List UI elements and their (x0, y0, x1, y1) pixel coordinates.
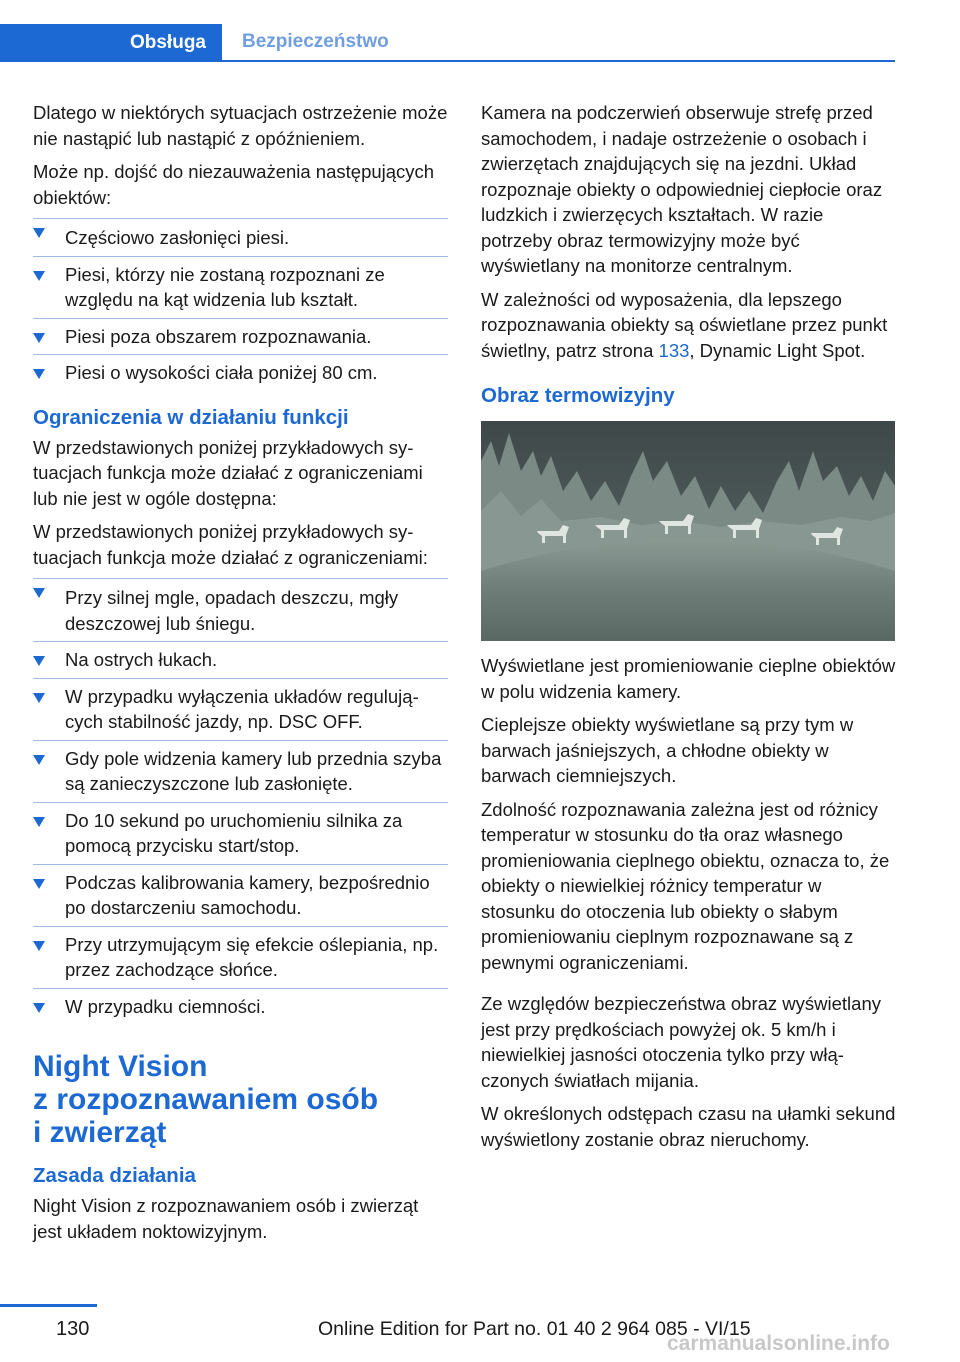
list-item: Częściowo zasłonięci piesi. (33, 218, 448, 256)
page-link[interactable]: 133 (658, 339, 690, 361)
triangle-bullet-icon (33, 817, 45, 827)
page-number: 130 (56, 1318, 90, 1340)
triangle-bullet-icon (33, 271, 45, 281)
list-item: Przy silnej mgle, opadach deszczu, mgły deszczowej lub śniegu. (33, 578, 448, 641)
triangle-bullet-icon (33, 755, 45, 765)
list-item: W przypadku ciemności. (33, 988, 448, 1025)
thermal-image-illustration (481, 421, 895, 641)
section-heading-thermal: Obraz termowizyjny (481, 384, 675, 407)
triangle-bullet-icon (33, 941, 45, 951)
tab-bezpieczenstwo[interactable]: Bezpieczeństwo (242, 31, 389, 52)
chapter-heading-line3: i zwierząt (33, 1116, 167, 1149)
list-item: Piesi o wysokości ciała poniżej 80 cm. (33, 354, 448, 391)
tab-obsluga[interactable]: Obsługa (0, 24, 222, 62)
triangle-bullet-icon (33, 693, 45, 703)
paragraph: Night Vision z rozpoznawaniem osób i zwierząt jest układem noktowizyjnym. (33, 1195, 419, 1242)
list-item: Podczas kalibrowania kamery, bezpośrednio po dostarczeniu samochodu. (33, 864, 448, 926)
chapter-heading-line2: z rozpoznawaniem osób (33, 1083, 379, 1116)
paragraph: Wyświetlane jest promieniowanie cieplne obiektów w polu widzenia kamery. (481, 655, 896, 702)
left-column (33, 100, 448, 1252)
list-item: Gdy pole widzenia kamery lub przednia szyba są zanieczyszczone lub zasłonięte. (33, 740, 448, 802)
header-rule (0, 60, 895, 62)
triangle-bullet-icon (33, 656, 45, 666)
list-item: W przypadku wyłączenia układów regulujących stabilność jazdy, np. DSC OFF. (33, 678, 448, 740)
paragraph: Kamera na podczerwień obserwuje strefę przed samochodem, i nadaje ostrzeżenie o osobach i zwierzętach znajdujących się na jezdni. Układ rozpoznaje obiekty o odpowiedniej ciepłocie oraz ludzkich i zwierzęcych kształtach. W razie potrzeby obraz termowizyjny może być wyświetlany na monitorze centralnym. (481, 102, 883, 276)
paragraph: Dlatego w niektórych sytuacjach ostrzeżenie może nie nastąpić lub nastąpić z opóźnieniem. (33, 102, 448, 149)
section-heading-principle: Zasada działania (33, 1164, 196, 1187)
list-item: Przy utrzymującym się efekcie oślepiania, np. przez zachodzące słońce. (33, 926, 448, 988)
paragraph: Ze względów bezpieczeństwa obraz wyświetlany jest przy prędkościach powyżej ok. 5 km/h i niewielkiej jasności otoczenia tylko przy włączonych światłach mijania. (481, 993, 881, 1091)
triangle-bullet-icon (33, 333, 45, 343)
bullet-list (33, 218, 448, 391)
paragraph: W określonych odstępach czasu na ułamki sekund wyświetlony zostanie obraz nieruchomy. (481, 1103, 896, 1150)
triangle-bullet-icon (33, 879, 45, 889)
paragraph: W zależności od wyposażenia, dla lepszego rozpoznawania obiekty są oświetlane przez punkt świetlny, patrz strona 133, Dynamic Light Spot. (481, 288, 888, 361)
paragraph: W przedstawionych poniżej przykładowych sytuacjach funkcja może działać z ograniczeniami lub nie jest w ogóle dostępna: (33, 436, 423, 509)
chapter-heading-line1: Night Vision (33, 1050, 208, 1083)
section-heading-limits: Ograniczenia w działaniu funkcji (33, 405, 349, 429)
section-tabs (0, 24, 895, 62)
paragraph: Może np. dojść do niezauważenia następujących obiektów: (33, 161, 435, 208)
paragraph: W przedstawionych poniżej przykładowych sytuacjach funkcja może działać z ograniczeniami: (33, 521, 428, 568)
watermark: carmanualsonline.info (667, 1332, 890, 1355)
triangle-bullet-icon (33, 1003, 45, 1013)
list-item: Do 10 sekund po uruchomieniu silnika za pomocą przycisku start/stop. (33, 802, 448, 864)
chapter-heading (33, 1050, 448, 1149)
triangle-bullet-icon (33, 228, 45, 238)
bullet-list (33, 578, 448, 1024)
list-item: Piesi, którzy nie zostaną rozpoznani ze względu na kąt widzenia lub kształt. (33, 256, 448, 318)
list-item: Na ostrych łukach. (33, 641, 448, 678)
right-column (481, 100, 896, 1160)
paragraph: Zdolność rozpoznawania zależna jest od różnicy temperatur w stosunku do tła oraz własnego promieniowania cieplnego obiektu, oznacza to, że obiekty o niewielkiej różnicy temperatur w stosunku do otoczenia lub obiekty o słabym promieniowaniu cieplnym rozpoznawane są z pewnymi ograniczeniami. (481, 798, 890, 973)
edition-info: Online Edition for Part no. 01 40 2 964 085 - VI/15 (318, 1318, 751, 1340)
paragraph: Cieplejsze obiekty wyświetlane są przy tym w barwach jaśniejszych, a chłodne obiekty w barwach ciemniejszych. (481, 714, 854, 786)
footer-rule (0, 1304, 97, 1307)
list-item: Piesi poza obszarem rozpoznawania. (33, 318, 448, 355)
triangle-bullet-icon (33, 588, 45, 598)
triangle-bullet-icon (33, 369, 45, 379)
